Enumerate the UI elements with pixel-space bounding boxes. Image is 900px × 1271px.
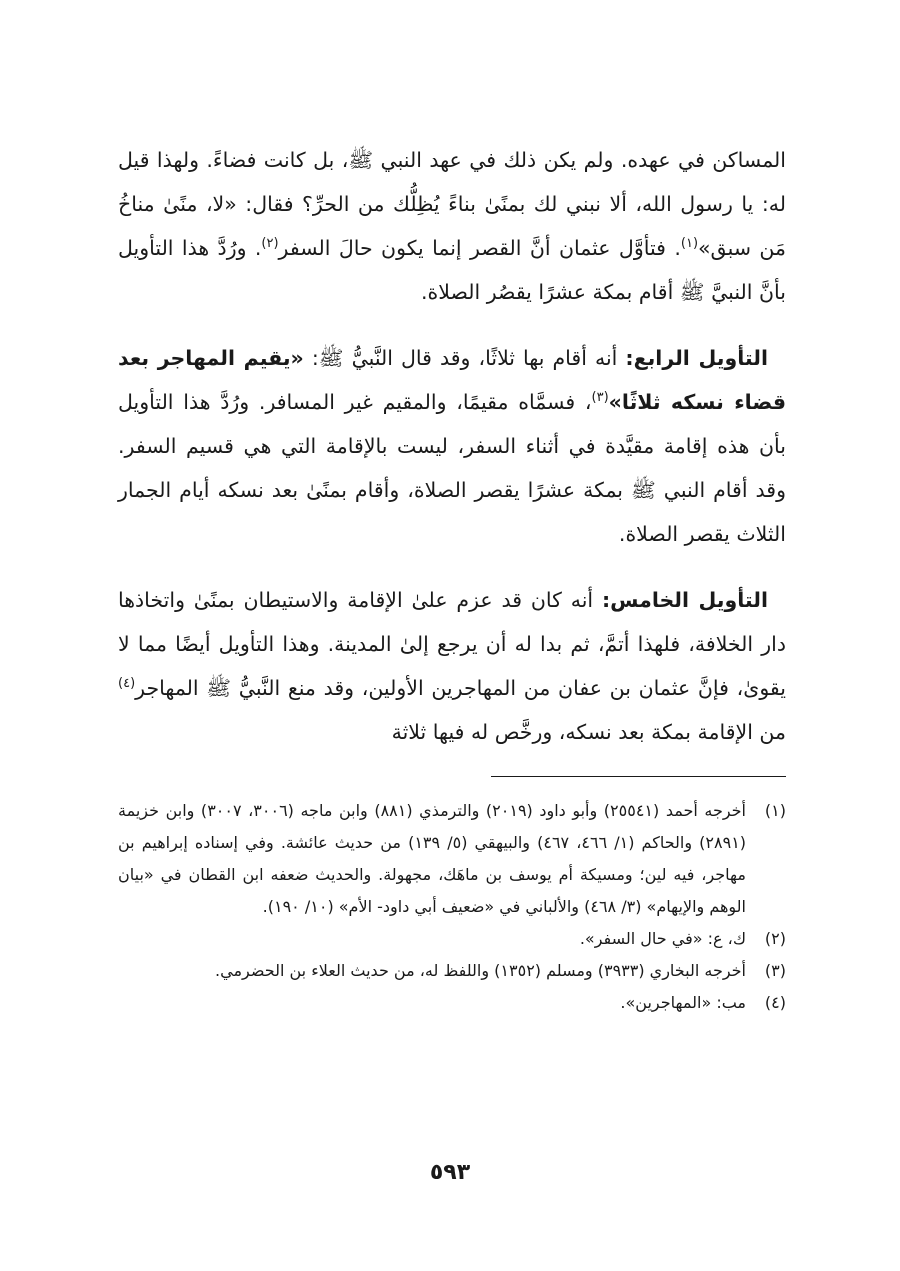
footnote-number: (٤): [764, 993, 786, 1012]
footnote-ref-2[interactable]: (٢): [261, 236, 279, 252]
page-number: ٥٩٣: [429, 1160, 471, 1185]
footnote-text: مب: «المهاجرين».: [620, 993, 746, 1012]
page-content: [118, 138, 786, 1019]
paragraph-2-text: أنه أقام بها ثلاثًا، وقد قال النَّبيُّ ﷺ:: [303, 346, 626, 370]
paragraph-1: [118, 138, 786, 314]
footnote-ref-4[interactable]: (٤): [118, 676, 136, 692]
footnote-text: أخرجه أحمد (٢٥٥٤١) وأبو داود (٢٠١٩) والترمذي (٨٨١) وابن ماجه (٣٠٠٦، ٣٠٠٧) وابن خزيمة (٢٨٩١) والحاكم (١/ ٤٦٦، ٤٦٧) والبيهقي (٥/ ١٣٩) من حديث عائشة. وفي إسناده إبراهيم بن مهاجر، فيه لين؛ ومسيكة أم يوسف بن ماهَك، مجهولة. والحديث ضعفه ابن القطان في «بيان الوهم والإيهام» (٣/ ٤٦٨) والألباني في «ضعيف أبي داود- الأم» (١٠/ ١٩٠).: [118, 801, 747, 916]
paragraph-2-hadith: «يقيم المهاجر بعد قضاء نسكه ثلاثًا»: [118, 346, 786, 414]
paragraph-1-text: المساكن في عهده. ولم يكن ذلك في عهد النبي ﷺ، بل كانت فضاءً. ولهذا قيل له: يا رسول الله، ألا نبني لك بمنًىٰ بناءً يُظِلُّك من الحرِّ؟ فقال: «لا، منًىٰ مناخُ مَن سبق»: [118, 148, 786, 260]
footnote-1: [118, 795, 786, 923]
footnote-divider: [491, 776, 786, 777]
footnotes: [118, 795, 786, 1019]
paragraph-2: [118, 336, 786, 556]
paragraph-1-text-b: . فتأوَّل عثمان أنَّ القصر إنما يكون حالَ السفر: [278, 236, 681, 260]
paragraph-3-heading: التأويل الخامس:: [601, 588, 768, 612]
footnote-2: [118, 923, 786, 955]
footnote-ref-1[interactable]: (١): [680, 236, 699, 252]
footnote-number: (٣): [764, 961, 786, 980]
footnote-text: أخرجه البخاري (٣٩٣٣) ومسلم (١٣٥٢) واللفظ له، من حديث العلاء بن الحضرمي.: [215, 961, 746, 980]
paragraph-2-text-b: ، فسمَّاه مقيمًا، والمقيم غير المسافر. ورُدَّ هذا التأويل بأن هذه إقامة مقيَّدة في أثناء السفر، ليست بالإقامة التي هي قسيم السفر. وقد أقام النبي ﷺ بمكة عشرًا يقصر الصلاة، وأقام بمنًىٰ بعد نسكه أيام الجمار الثلاث يقصر الصلاة.: [118, 390, 786, 546]
paragraph-1-text-c: . ورُدَّ هذا التأويل بأنَّ النبيَّ ﷺ أقام بمكة عشرًا يقصُر الصلاة.: [118, 236, 786, 304]
footnote-number: (١): [764, 801, 786, 820]
footnote-text: ك، ع: «في حال السفر».: [579, 929, 746, 948]
footnote-4: [118, 987, 786, 1019]
footnote-number: (٢): [764, 929, 786, 948]
paragraph-3-text-b: من الإقامة بمكة بعد نسكه، ورخَّص له فيها ثلاثة: [391, 720, 786, 744]
footnote-ref-3[interactable]: (٣): [591, 390, 609, 406]
footnote-3: [118, 955, 786, 987]
paragraph-3: [118, 578, 786, 754]
paragraph-3-text: أنه كان قد عزم علىٰ الإقامة والاستيطان بمنًىٰ واتخاذها دار الخلافة، فلهذا أتمَّ، ثم بدا له أن يرجع إلىٰ المدينة. وهذا التأويل أيضًا مما لا يقوىٰ، فإنَّ عثمان بن عفان من المهاجرين الأولين، وقد منع النَّبيُّ ﷺ المهاجر: [118, 588, 786, 700]
paragraph-2-heading: التأويل الرابع:: [625, 346, 768, 370]
